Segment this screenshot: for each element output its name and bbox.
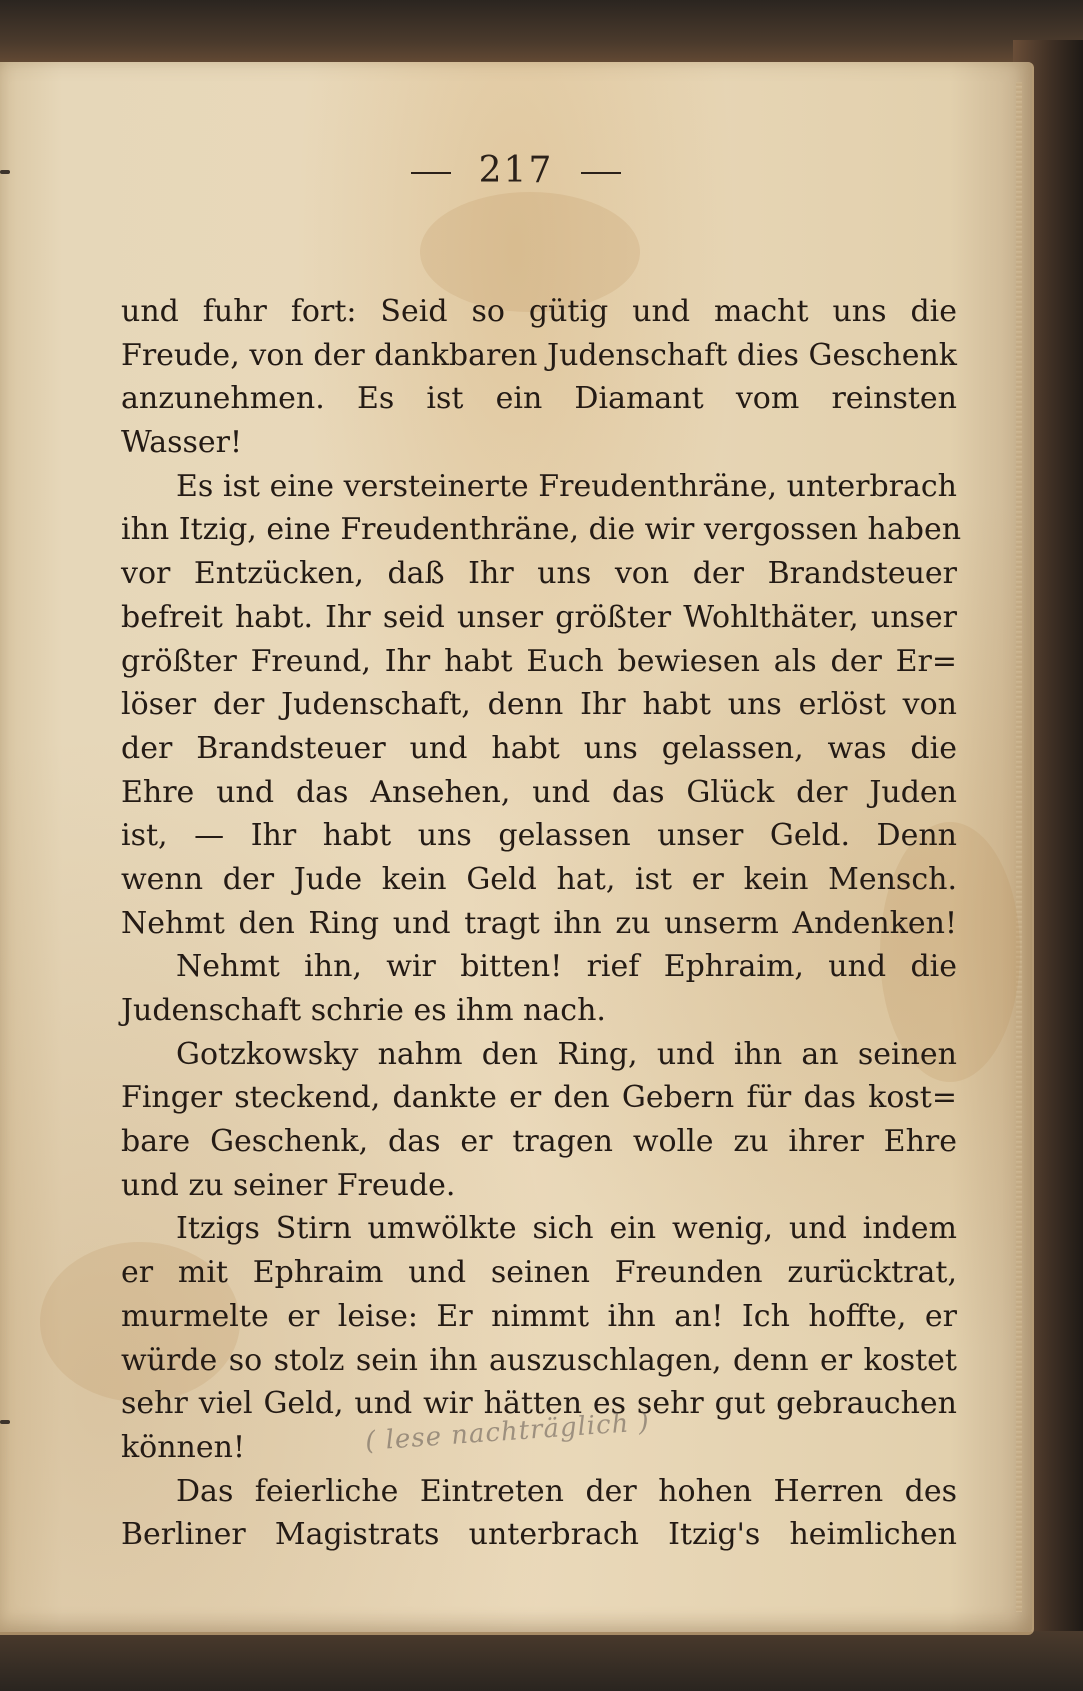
text-line: vor Entzücken, daß Ihr uns von der Brandsteuer [121, 556, 957, 592]
text-line: Freude, von der dankbaren Judenschaft dies Geschenk [121, 337, 957, 373]
text-line: Es ist eine versteinerte Freudenthräne, unterbrach [176, 468, 957, 504]
book-page [0, 62, 1034, 1635]
text-line: würde so stolz sein ihn auszuschlagen, denn er kostet [121, 1342, 957, 1378]
text-line: wenn der Jude kein Geld hat, ist er kein Mensch. [121, 861, 957, 897]
pencil-annotation [364, 1407, 755, 1463]
text-line: größter Freund, Ihr habt Euch bewiesen als der Er= [121, 643, 957, 679]
text-line: der Brandsteuer und habt uns gelassen, was die [121, 730, 957, 766]
page-number: 217 [478, 150, 554, 191]
binding-tack [0, 1420, 10, 1424]
text-line: Nehmt den Ring und tragt ihn zu unserm Andenken! [121, 905, 957, 941]
binding-tack [0, 170, 10, 174]
book-cover-top [0, 0, 1083, 70]
page-header [0, 150, 1032, 191]
text-line: er mit Ephraim und seinen Freunden zurücktrat, [121, 1255, 957, 1291]
text-line: löser der Judenschaft, denn Ihr habt uns erlöst von [121, 687, 957, 723]
text-line: murmelte er leise: Er nimmt ihn an! Ich hoffte, er [121, 1298, 957, 1334]
text-line: Das feierliche Eintreten der hohen Herren des [176, 1473, 957, 1509]
text-line: Finger steckend, dankte er den Gebern für das kost= [121, 1080, 957, 1116]
text-line: Gotzkowsky nahm den Ring, und ihn an seinen [176, 1036, 957, 1072]
book-cover-bottom [0, 1631, 1083, 1691]
text-line: und zu seiner Freude. [121, 1167, 456, 1203]
text-line: befreit habt. Ihr seid unser größter Wohlthäter, unser [121, 599, 957, 635]
text-line: ist, — Ihr habt uns gelassen unser Geld. Denn [121, 818, 957, 854]
text-line: Judenschaft schrie es ihm nach. [121, 993, 606, 1028]
text-line: Berliner Magistrats unterbrach Itzig's heimlichen [121, 1517, 957, 1553]
text-line: sehr viel Geld, und wir hätten es sehr gut gebrauchen [121, 1386, 957, 1422]
text-line: Ehre und das Ansehen, und das Glück der Juden [121, 774, 957, 810]
body-text [121, 290, 962, 1557]
text-line: anzunehmen. Es ist ein Diamant vom reinsten [121, 381, 957, 417]
page-edge [1016, 82, 1022, 1612]
header-dash-right [581, 172, 621, 174]
text-line: und fuhr fort: Seid so gütig und macht uns die [121, 294, 957, 329]
text-line: können! [121, 1429, 246, 1465]
text-line: Wasser! [121, 425, 243, 461]
header-dash-left [411, 172, 451, 174]
pencil-annotation-text: ( lese nachträglich ) [364, 1407, 651, 1457]
text-line: bare Geschenk, das er tragen wolle zu ihrer Ehre [121, 1124, 957, 1160]
text-line: ihn Itzig, eine Freudenthräne, die wir vergossen haben [121, 512, 962, 548]
text-line: Itzigs Stirn umwölkte sich ein wenig, und indem [176, 1211, 957, 1247]
text-line: Nehmt ihn, wir bitten! rief Ephraim, und die [176, 949, 957, 985]
